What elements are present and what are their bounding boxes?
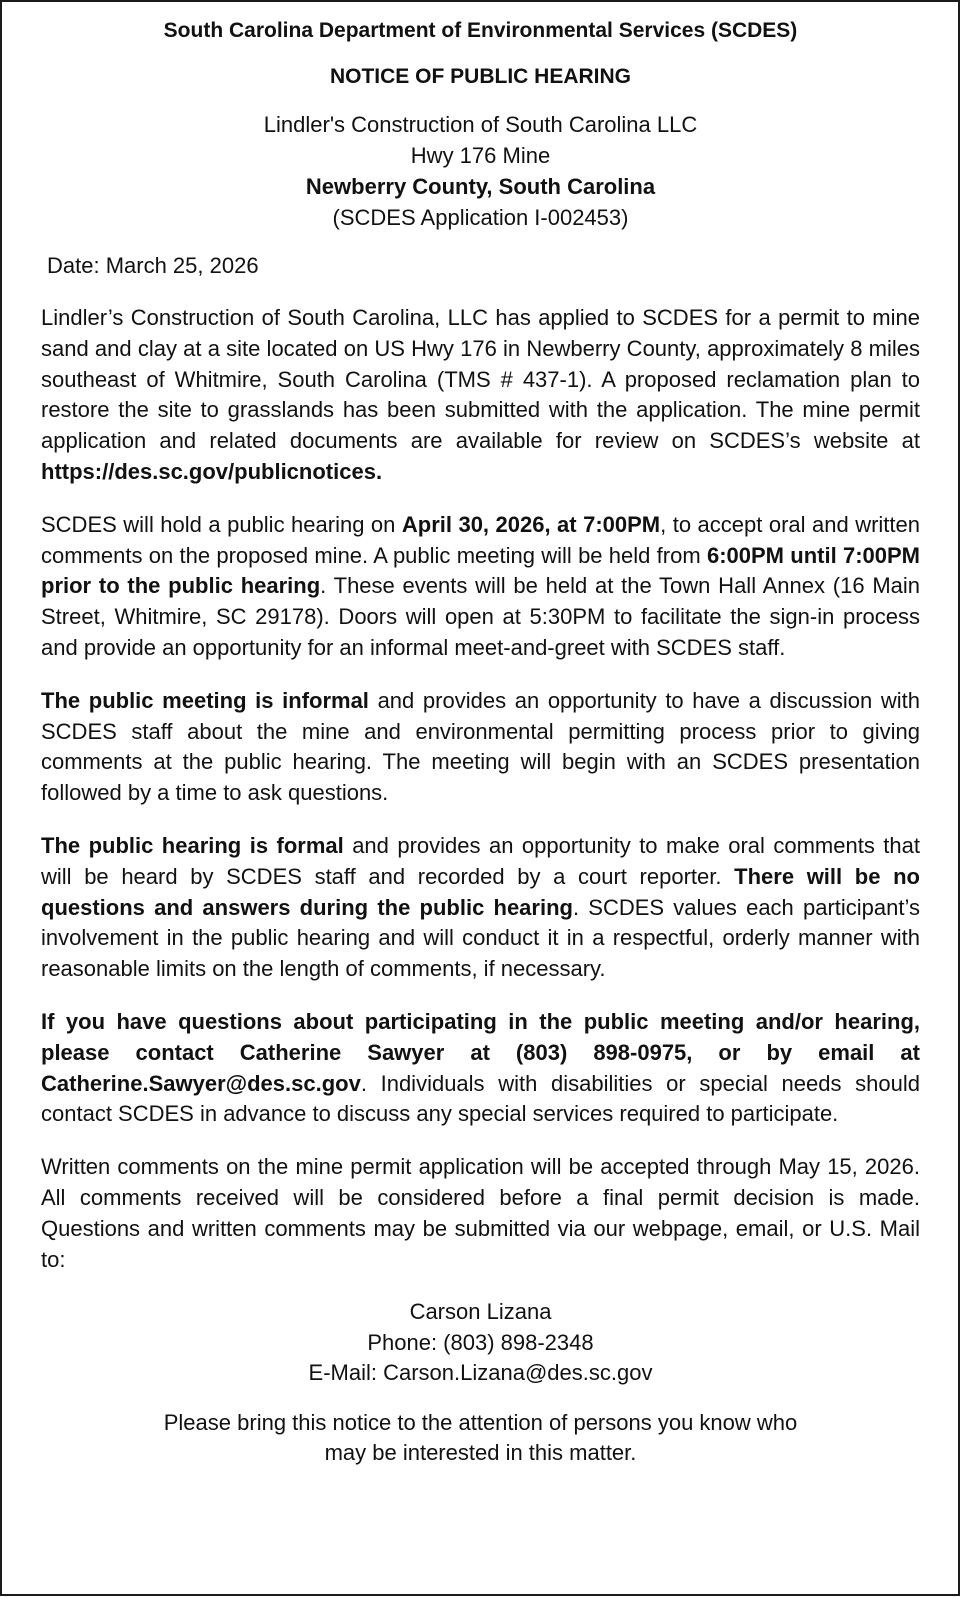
hearing-datetime: April 30, 2026, at 7:00PM — [401, 511, 661, 537]
public-notices-link[interactable]: https://des.sc.gov/publicnotices. — [41, 458, 383, 484]
applicant-name: Lindler's Construction of South Carolina LLC — [263, 112, 698, 137]
site-name: Hwy 176 Mine — [410, 143, 551, 168]
notice-title: NOTICE OF PUBLIC HEARING — [329, 65, 631, 88]
paragraph-questions-contact — [41, 1007, 920, 1130]
notice-date: Date: March 25, 2026 — [47, 253, 259, 278]
application-number: (SCDES Application I-002453) — [332, 205, 629, 230]
paragraph-public-meeting — [41, 686, 920, 809]
hearing-text-1: SCDES will hold a public hearing on — [41, 511, 402, 537]
agency-name: South Carolina Department of Environmental Services (SCDES) — [163, 19, 798, 42]
paragraph-written-comments: Written comments on the mine permit application will be accepted through May 15, 2026. All comments received will be considered before a final permit decision is made. Questions and written comments may be submitted via our webpage, email, or U.S. Mail to: — [41, 1154, 920, 1272]
no-qa-statement: There will be no questions and answers during the public hearing — [41, 863, 920, 920]
application-header — [41, 109, 920, 233]
closing-note — [41, 1408, 920, 1469]
contact-phone: Phone: (803) 898-2348 — [367, 1329, 594, 1355]
special-needs-text: . Individuals with disabilities or special needs should contact SCDES in advance to discuss any special services required to participate. — [41, 1070, 920, 1127]
meeting-time: 6:00PM until 7:00PM prior to the public hearing — [41, 542, 920, 599]
hearing-formal-heading: The public hearing is formal — [41, 832, 344, 858]
hearing-description-1: and provides an opportunity to make oral comments that will be heard by SCDES staff and recorded by a court reporter. — [41, 832, 920, 889]
closing-line-2: may be interested in this matter. — [324, 1440, 637, 1466]
county-name: Newberry County, South Carolina — [305, 174, 656, 199]
questions-contact-info: If you have questions about participating in the public meeting and/or hearing, please contact Catherine Sawyer at (803) 898-0975, or by email at Catherine.Sawyer@des.sc.gov — [41, 1008, 920, 1096]
meeting-informal-heading: The public meeting is informal — [41, 687, 369, 713]
hearing-text-3: . These events will be held at the Town Hall Annex (16 Main Street, Whitmire, SC 29178). Doors will open at 5:30PM to facilitate the sign-in process and provide an opportunity for an informal meet-and-greet with SCDES staff. — [41, 573, 921, 660]
hearing-text-2: , to accept oral and written comments on the proposed mine. A public meeting will be held from — [41, 511, 920, 568]
closing-line-1: Please bring this notice to the attention of persons you know who — [163, 1409, 798, 1435]
hearing-description-2: . SCDES values each participant’s involvement in the public hearing and will conduct it in a respectful, orderly manner with reasonable limits on the length of comments, if necessary. — [41, 894, 920, 982]
permit-description: Lindler’s Construction of South Carolina, LLC has applied to SCDES for a permit to mine sand and clay at a site located on US Hwy 176 in Newberry County, approximately 8 miles southeast of Whitmire, South Carolina (TMS # 437-1). A proposed reclamation plan to restore the site to grasslands has been submitted with the application. The mine permit application and related documents are available for review on SCDES’s website at — [41, 305, 920, 454]
meeting-description: and provides an opportunity to have a discussion with SCDES staff about the mine and environmental permitting process prior to giving comments at the public hearing. The meeting will begin with an SCDES presentation followed by a time to ask questions. — [41, 687, 920, 806]
contact-email[interactable]: E-Mail: Carson.Lizana@des.sc.gov — [308, 1360, 653, 1386]
paragraph-permit-application — [41, 303, 920, 488]
contact-block — [41, 1297, 920, 1389]
contact-name: Carson Lizana — [409, 1299, 552, 1325]
paragraph-public-hearing — [41, 831, 920, 985]
paragraph-hearing-schedule — [41, 510, 920, 664]
